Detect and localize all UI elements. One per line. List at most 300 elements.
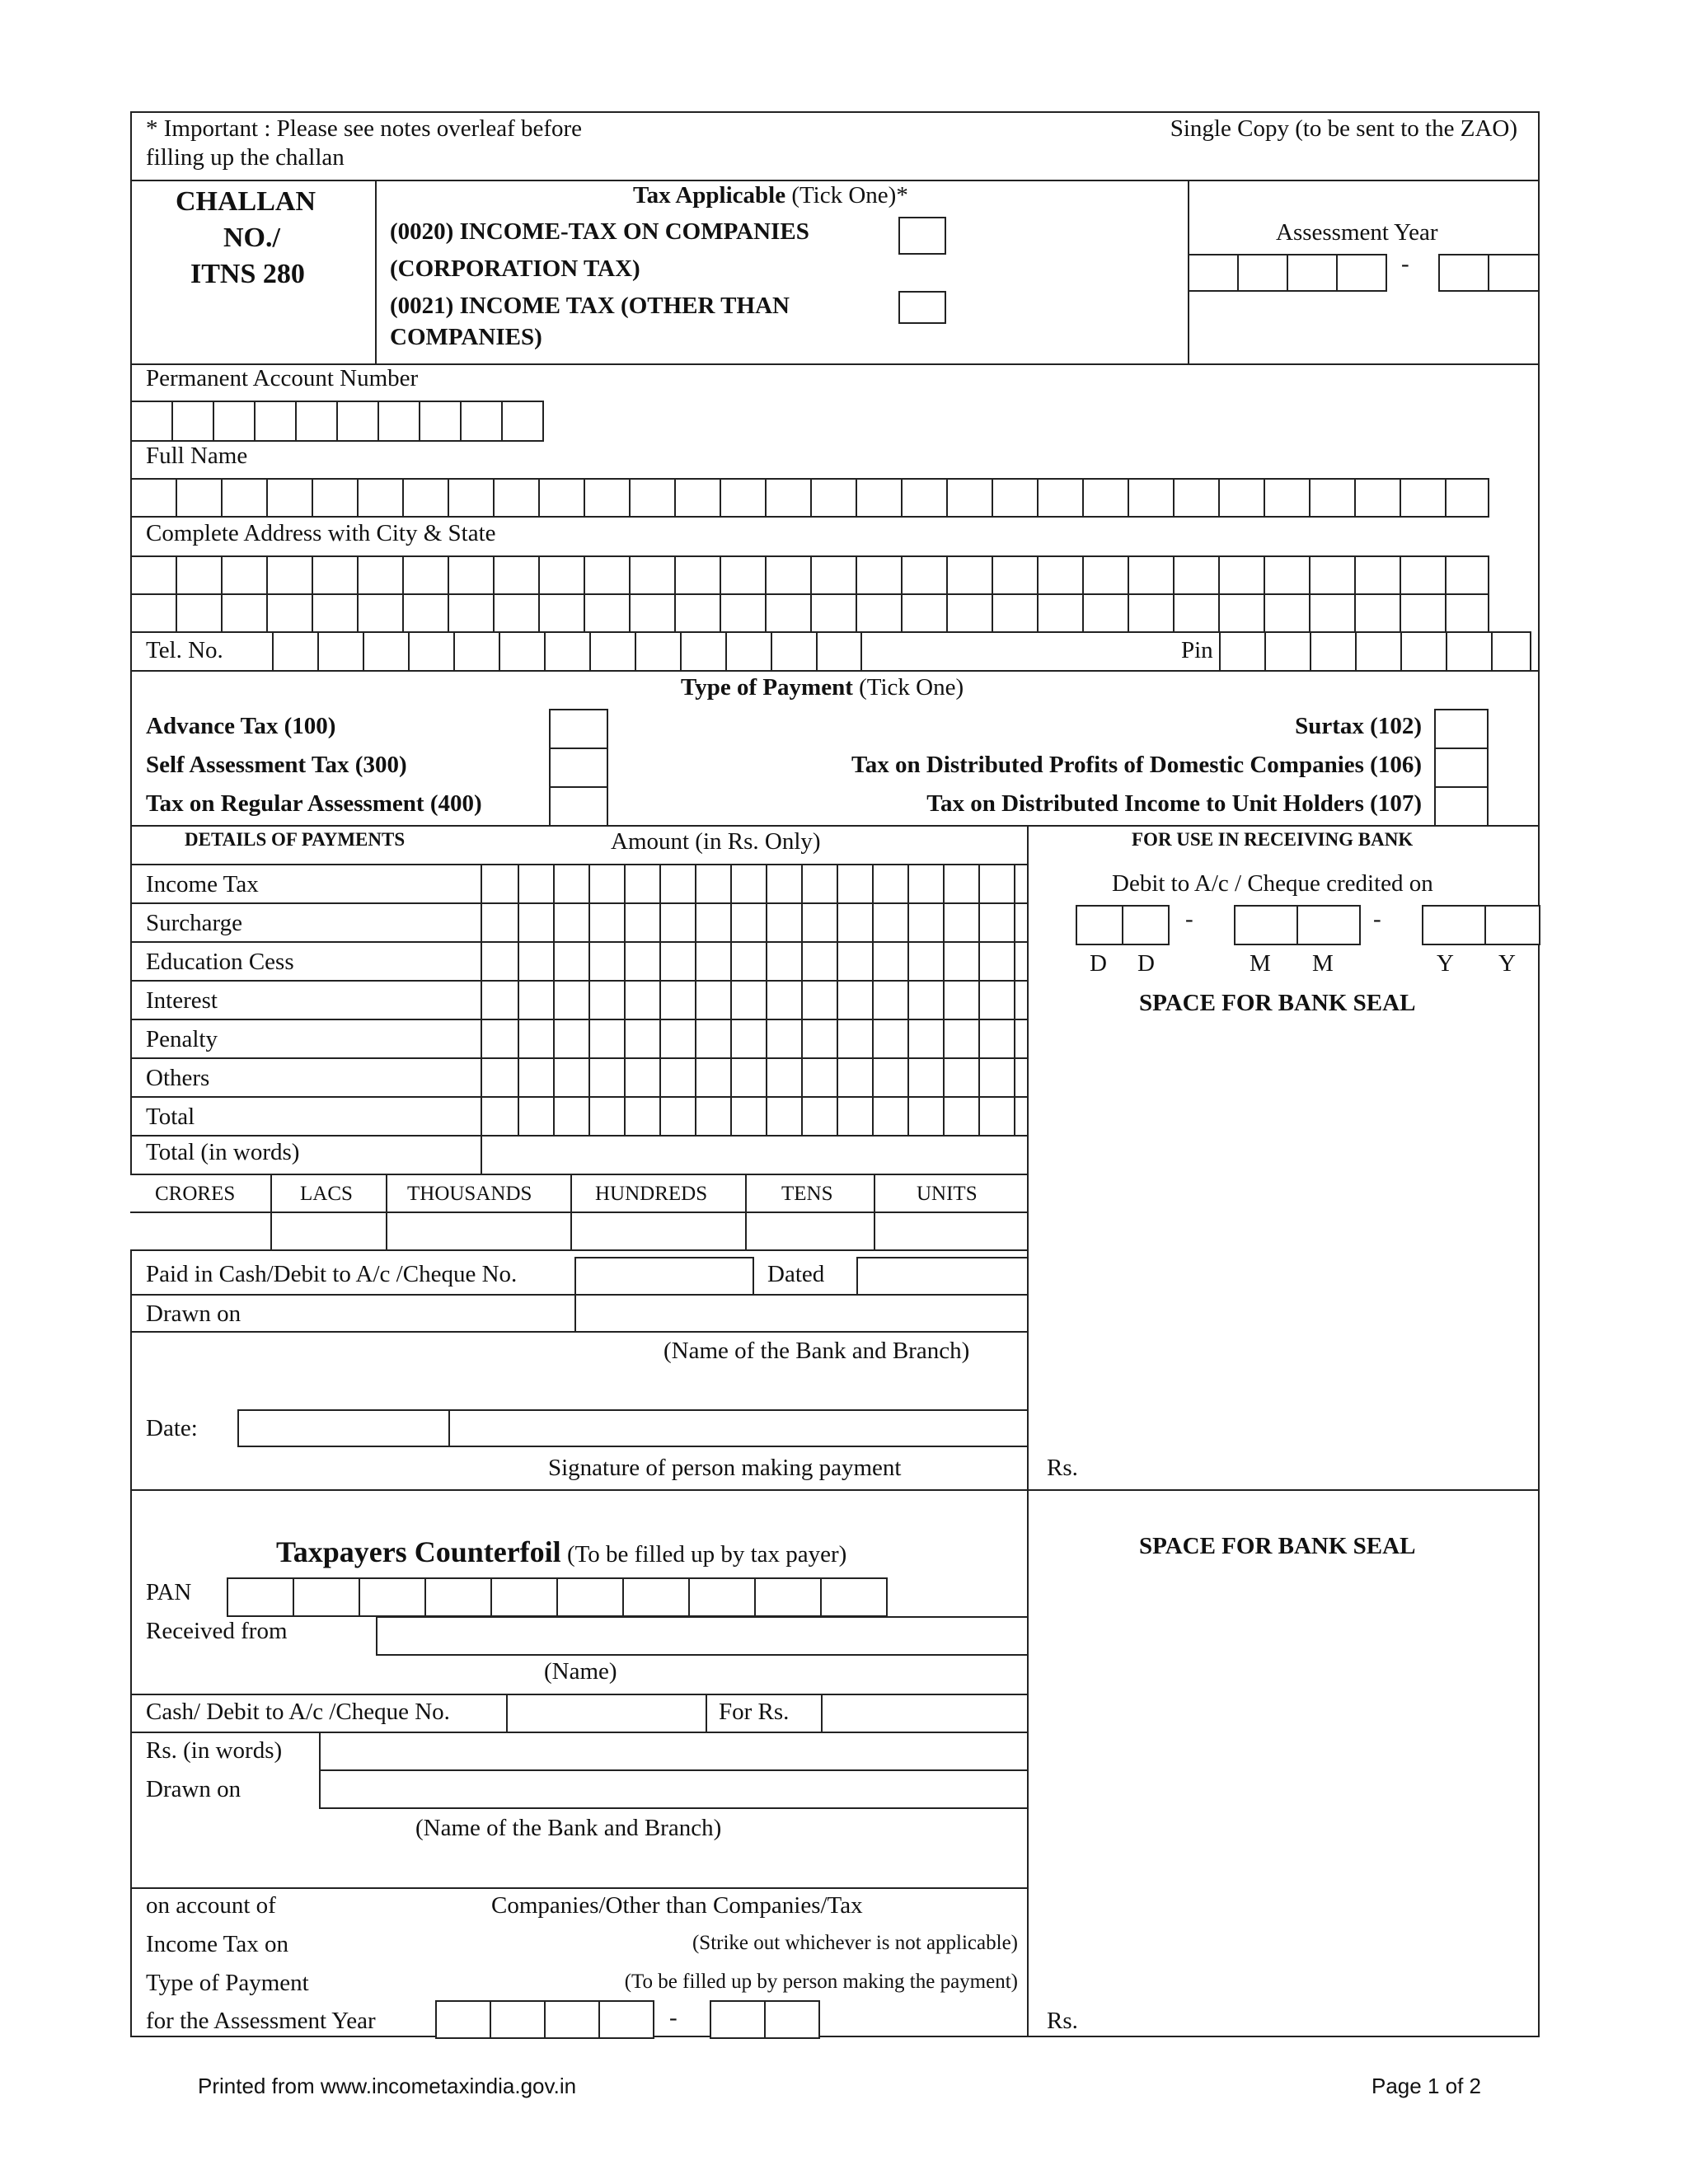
address-box[interactable] (1037, 555, 1084, 595)
distributed-income-checkbox[interactable] (1434, 786, 1489, 827)
amount-digit-box[interactable] (978, 864, 1015, 904)
counterfoil-drawn-on-field[interactable] (319, 1769, 1029, 1809)
amount-digit-box[interactable] (872, 941, 909, 982)
full-name-box[interactable] (1264, 478, 1311, 518)
address-box[interactable] (629, 593, 676, 633)
amount-digit-box[interactable] (588, 1019, 626, 1059)
amount-digit-box[interactable] (695, 1057, 732, 1098)
counterfoil-year-digit[interactable] (598, 2000, 654, 2039)
amount-digit-box[interactable] (730, 864, 767, 904)
full-name-box[interactable] (176, 478, 223, 518)
amount-digit-box[interactable] (695, 941, 732, 982)
address-box[interactable] (176, 555, 223, 595)
payment-row-label: Interest (146, 987, 218, 1014)
address-box[interactable] (357, 593, 404, 633)
amount-digit-box[interactable] (978, 902, 1015, 943)
full-name-box[interactable] (1128, 478, 1175, 518)
assessment-year-digit[interactable] (1488, 254, 1540, 292)
amount-digit-box[interactable] (588, 1096, 626, 1137)
amount-digit-box[interactable] (553, 902, 590, 943)
amount-digit-box[interactable] (837, 980, 874, 1020)
counterfoil-pan-box[interactable] (227, 1577, 294, 1617)
amount-digit-box[interactable] (943, 1057, 980, 1098)
amount-digit-box[interactable] (695, 864, 732, 904)
crores-field[interactable] (130, 1212, 272, 1251)
pin-box[interactable] (1264, 631, 1311, 672)
full-name-box[interactable] (765, 478, 812, 518)
pin-box[interactable] (1446, 631, 1493, 672)
full-name-box[interactable] (357, 478, 404, 518)
pin-box[interactable] (1400, 631, 1447, 672)
pan-box[interactable] (336, 401, 379, 442)
address-box[interactable] (1309, 593, 1356, 633)
pan-box[interactable] (460, 401, 503, 442)
pan-box[interactable] (254, 401, 297, 442)
address-box[interactable] (130, 593, 177, 633)
signature-field[interactable] (448, 1409, 1029, 1447)
amount-digit-box[interactable] (624, 980, 661, 1020)
amount-digit-box[interactable] (978, 1057, 1015, 1098)
denomination-hundreds: HUNDREDS (570, 1174, 747, 1213)
full-name-box[interactable] (856, 478, 903, 518)
address-box[interactable] (1218, 555, 1265, 595)
payment-row-label: Penalty (146, 1026, 218, 1052)
amount-digit-box[interactable] (943, 864, 980, 904)
assessment-year-digit[interactable] (1438, 254, 1489, 292)
amount-digit-box[interactable] (978, 1096, 1015, 1137)
full-name-box[interactable] (266, 478, 313, 518)
pan-box[interactable] (130, 401, 173, 442)
address-box[interactable] (1400, 593, 1447, 633)
bank-date-day-digit[interactable] (1122, 905, 1170, 945)
amount-digit-box[interactable] (553, 864, 590, 904)
amount-digit-box[interactable] (801, 1057, 838, 1098)
amount-digit-box[interactable] (624, 1057, 661, 1098)
dated-label: Dated (767, 1261, 825, 1287)
amount-digit-box[interactable] (730, 980, 767, 1020)
counterfoil-pan-box[interactable] (359, 1577, 426, 1617)
received-from-field[interactable] (376, 1616, 1029, 1656)
full-name-box[interactable] (1445, 478, 1489, 518)
address-box[interactable] (130, 555, 177, 595)
pin-box[interactable] (1310, 631, 1357, 672)
tel-box[interactable] (725, 631, 772, 672)
amount-digit-box[interactable] (872, 864, 909, 904)
tel-box[interactable] (272, 631, 319, 672)
full-name-box[interactable] (448, 478, 495, 518)
pin-box[interactable] (1355, 631, 1402, 672)
counterfoil-pan-box[interactable] (293, 1577, 360, 1617)
amount-digit-box[interactable] (518, 902, 555, 943)
payment-row (130, 902, 1027, 941)
amount-digit-box[interactable] (659, 941, 696, 982)
counterfoil-year-dash: - (669, 2004, 678, 2031)
assessment-year-digit[interactable] (1237, 254, 1288, 292)
address-box[interactable] (493, 593, 540, 633)
drawn-on-label: Drawn on (146, 1301, 241, 1327)
amount-digit-box[interactable] (766, 902, 803, 943)
pan-label: Permanent Account Number (146, 365, 419, 391)
amount-digit-box[interactable] (766, 1019, 803, 1059)
assessment-year-digit[interactable] (1336, 254, 1387, 292)
address-box[interactable] (1264, 555, 1311, 595)
full-name-box[interactable] (402, 478, 449, 518)
address-box[interactable] (538, 555, 585, 595)
address-box[interactable] (448, 555, 495, 595)
counterfoil-pan-box[interactable] (754, 1577, 822, 1617)
amount-digit-box[interactable] (837, 1096, 874, 1137)
amount-digit-box[interactable] (695, 1019, 732, 1059)
amount-digit-box[interactable] (481, 1096, 519, 1137)
amount-digit-box[interactable] (766, 980, 803, 1020)
pan-box[interactable] (171, 401, 214, 442)
hundreds-field[interactable] (570, 1212, 747, 1251)
amount-digit-box[interactable] (553, 1096, 590, 1137)
tens-field[interactable] (745, 1212, 875, 1251)
amount-digit-box[interactable] (518, 1057, 555, 1098)
amount-digit-box[interactable] (481, 980, 519, 1020)
address-box[interactable] (992, 555, 1039, 595)
bank-date-year-digit[interactable] (1422, 905, 1486, 945)
full-name-box[interactable] (1173, 478, 1220, 518)
address-box[interactable] (946, 555, 993, 595)
amount-digit-box[interactable] (978, 980, 1015, 1020)
address-box[interactable] (856, 593, 903, 633)
tel-box[interactable] (816, 631, 862, 672)
address-box[interactable] (357, 555, 404, 595)
amount-digit-box[interactable] (518, 1019, 555, 1059)
address-box[interactable] (1082, 555, 1129, 595)
tel-box[interactable] (544, 631, 591, 672)
rs-in-words-field[interactable] (319, 1732, 1029, 1771)
address-box[interactable] (720, 593, 767, 633)
amount-digit-box[interactable] (872, 1057, 909, 1098)
counterfoil-pan-box[interactable] (424, 1577, 492, 1617)
amount-digit-box[interactable] (624, 902, 661, 943)
amount-digit-box[interactable] (624, 1096, 661, 1137)
address-box[interactable] (1309, 555, 1356, 595)
amount-digit-box[interactable] (659, 980, 696, 1020)
amount-digit-box[interactable] (907, 1019, 945, 1059)
pin-box[interactable] (1219, 631, 1266, 672)
amount-digit-box[interactable] (837, 864, 874, 904)
tel-box[interactable] (771, 631, 818, 672)
address-box[interactable] (538, 593, 585, 633)
amount-digit-box[interactable] (801, 941, 838, 982)
full-name-box[interactable] (538, 478, 585, 518)
amount-digit-box[interactable] (553, 980, 590, 1020)
lacs-field[interactable] (270, 1212, 387, 1251)
amount-digit-box[interactable] (730, 1096, 767, 1137)
amount-digit-box[interactable] (624, 864, 661, 904)
received-from-label: Received from (146, 1618, 288, 1644)
full-name-box[interactable] (674, 478, 721, 518)
pan-box[interactable] (213, 401, 256, 442)
address-box[interactable] (1218, 593, 1265, 633)
amount-digit-box[interactable] (801, 864, 838, 904)
address-box[interactable] (810, 593, 857, 633)
address-box[interactable] (584, 555, 631, 595)
amount-digit-box[interactable] (481, 864, 519, 904)
amount-digit-box[interactable] (907, 941, 945, 982)
tel-box[interactable] (589, 631, 636, 672)
amount-digit-box[interactable] (943, 1096, 980, 1137)
amount-digit-box[interactable] (943, 902, 980, 943)
counterfoil-pan-label: PAN (146, 1579, 192, 1605)
bank-date-year-digit[interactable] (1484, 905, 1540, 945)
address-box[interactable] (901, 555, 948, 595)
address-box[interactable] (1173, 555, 1220, 595)
bank-date-month-digit[interactable] (1296, 905, 1361, 945)
full-name-box[interactable] (1082, 478, 1129, 518)
counterfoil-cheque-field[interactable] (506, 1694, 707, 1733)
bank-date-day-digit[interactable] (1076, 905, 1123, 945)
amount-digit-box[interactable] (481, 902, 519, 943)
amount-digit-box[interactable] (588, 864, 626, 904)
self-assessment-checkbox[interactable] (549, 748, 608, 788)
full-name-box[interactable] (810, 478, 857, 518)
address-box[interactable] (493, 555, 540, 595)
for-rs-field[interactable] (821, 1694, 1029, 1733)
distributed-profits-checkbox[interactable] (1434, 748, 1489, 788)
address-box[interactable] (176, 593, 223, 633)
address-box[interactable] (901, 593, 948, 633)
amount-digit-box[interactable] (730, 902, 767, 943)
address-box[interactable] (765, 593, 812, 633)
amount-digit-box[interactable] (907, 1096, 945, 1137)
units-field[interactable] (874, 1212, 1027, 1251)
address-box[interactable] (629, 555, 676, 595)
amount-digit-box[interactable] (518, 864, 555, 904)
divider (130, 1135, 1027, 1137)
amount-digit-box[interactable] (588, 1057, 626, 1098)
address-box[interactable] (1400, 555, 1447, 595)
address-boxes-line2 (130, 593, 1489, 633)
address-box[interactable] (674, 555, 721, 595)
amount-digit-box[interactable] (588, 941, 626, 982)
amount-digit-box[interactable] (481, 1019, 519, 1059)
address-box[interactable] (992, 593, 1039, 633)
address-box[interactable] (312, 555, 359, 595)
tel-box[interactable] (499, 631, 546, 672)
amount-digit-box[interactable] (518, 980, 555, 1020)
amount-digit-box[interactable] (518, 941, 555, 982)
address-box[interactable] (856, 555, 903, 595)
address-box[interactable] (1264, 593, 1311, 633)
amount-digit-box[interactable] (872, 1019, 909, 1059)
tax-option-0021-checkbox[interactable] (898, 291, 946, 324)
date-letter-m: M (1250, 950, 1271, 977)
cheque-number-field[interactable] (574, 1257, 754, 1296)
pan-box[interactable] (295, 401, 338, 442)
counterfoil-pan-box[interactable] (490, 1577, 558, 1617)
full-name-box[interactable] (221, 478, 268, 518)
amount-digit-box[interactable] (872, 1096, 909, 1137)
amount-digit-box[interactable] (766, 1057, 803, 1098)
full-name-box[interactable] (312, 478, 359, 518)
address-box[interactable] (402, 555, 449, 595)
amount-digit-box[interactable] (659, 1096, 696, 1137)
counterfoil-year-digit[interactable] (435, 2000, 491, 2039)
amount-digit-box[interactable] (978, 1019, 1015, 1059)
amount-digit-box[interactable] (481, 1057, 519, 1098)
amount-digit-box[interactable] (766, 1096, 803, 1137)
full-name-box[interactable] (1354, 478, 1401, 518)
address-box[interactable] (448, 593, 495, 633)
amount-digit-box[interactable] (801, 902, 838, 943)
dated-field[interactable] (856, 1257, 1029, 1296)
address-box[interactable] (720, 555, 767, 595)
tel-box[interactable] (680, 631, 727, 672)
date-letter-y: Y (1437, 950, 1454, 977)
amount-digit-box[interactable] (518, 1096, 555, 1137)
address-box[interactable] (1173, 593, 1220, 633)
tel-box[interactable] (363, 631, 410, 672)
amount-digit-box[interactable] (695, 980, 732, 1020)
bank-date-month-digit[interactable] (1234, 905, 1298, 945)
counterfoil-year-digit[interactable] (490, 2000, 546, 2039)
counterfoil-year-digit[interactable] (764, 2000, 820, 2039)
address-box[interactable] (1354, 555, 1401, 595)
amount-digit-box[interactable] (659, 1019, 696, 1059)
address-box[interactable] (1128, 593, 1175, 633)
amount-digit-box[interactable] (907, 980, 945, 1020)
full-name-box[interactable] (1400, 478, 1447, 518)
counterfoil-year-digit[interactable] (710, 2000, 766, 2039)
amount-digit-box[interactable] (553, 1057, 590, 1098)
address-box[interactable] (1037, 593, 1084, 633)
counterfoil-pan-box[interactable] (688, 1577, 756, 1617)
pin-box[interactable] (1491, 631, 1531, 672)
address-box[interactable] (765, 555, 812, 595)
amount-digit-box[interactable] (553, 1019, 590, 1059)
pan-box[interactable] (501, 401, 544, 442)
assessment-year-dash: - (1401, 251, 1409, 277)
printed-from: Printed from www.incometaxindia.gov.in (198, 2074, 577, 2098)
amount-digit-box[interactable] (481, 941, 519, 982)
address-box[interactable] (674, 593, 721, 633)
amount-digit-box[interactable] (837, 941, 874, 982)
assessment-year-digit[interactable] (1188, 254, 1239, 292)
amount-digit-box[interactable] (659, 1057, 696, 1098)
amount-digit-box[interactable] (837, 1057, 874, 1098)
amount-digit-box[interactable] (695, 902, 732, 943)
pan-box[interactable] (419, 401, 462, 442)
payment-type-distributed-profits: Tax on Distributed Profits of Domestic Companies (106) (851, 752, 1422, 778)
amount-digit-box[interactable] (872, 902, 909, 943)
amount-digit-box[interactable] (624, 1019, 661, 1059)
address-box[interactable] (266, 593, 313, 633)
amount-digit-box[interactable] (907, 902, 945, 943)
surtax-checkbox[interactable] (1434, 709, 1489, 749)
address-box[interactable] (1445, 593, 1489, 633)
amount-digit-box[interactable] (730, 941, 767, 982)
full-name-box[interactable] (1218, 478, 1265, 518)
amount-digit-box[interactable] (659, 902, 696, 943)
address-box[interactable] (312, 593, 359, 633)
amount-digit-box[interactable] (659, 864, 696, 904)
amount-digit-box[interactable] (588, 902, 626, 943)
paid-cash-cheque-label: Paid in Cash/Debit to A/c /Cheque No. (146, 1261, 518, 1287)
date-field[interactable] (237, 1409, 450, 1447)
counterfoil-pan-box[interactable] (820, 1577, 888, 1617)
full-name-box[interactable] (992, 478, 1039, 518)
pan-box[interactable] (377, 401, 420, 442)
amount-digit-box[interactable] (553, 941, 590, 982)
address-box[interactable] (946, 593, 993, 633)
amount-digit-box[interactable] (837, 1019, 874, 1059)
full-name-box[interactable] (1309, 478, 1356, 518)
amount-digit-box[interactable] (730, 1019, 767, 1059)
tel-box[interactable] (317, 631, 364, 672)
address-box[interactable] (221, 593, 268, 633)
amount-digit-box[interactable] (978, 941, 1015, 982)
amount-digit-box[interactable] (907, 864, 945, 904)
amount-digit-box[interactable] (801, 1096, 838, 1137)
tax-option-0020-checkbox[interactable] (898, 217, 946, 255)
address-box[interactable] (810, 555, 857, 595)
address-box[interactable] (221, 555, 268, 595)
full-name-box[interactable] (493, 478, 540, 518)
assessment-year-digit[interactable] (1287, 254, 1338, 292)
amount-digit-box[interactable] (624, 941, 661, 982)
amount-digit-box[interactable] (766, 941, 803, 982)
date-letter-d: D (1137, 950, 1155, 977)
counterfoil-pan-box[interactable] (622, 1577, 690, 1617)
amount-digit-box[interactable] (943, 1019, 980, 1059)
full-name-box[interactable] (584, 478, 631, 518)
amount-digit-box[interactable] (730, 1057, 767, 1098)
divider (130, 670, 1540, 672)
address-box[interactable] (1128, 555, 1175, 595)
tax-applicable-title: Tax Applicable (Tick One)* (633, 182, 908, 209)
address-box[interactable] (1082, 593, 1129, 633)
advance-tax-checkbox[interactable] (549, 709, 608, 749)
full-name-box[interactable] (130, 478, 177, 518)
tel-box[interactable] (453, 631, 500, 672)
amount-digit-box[interactable] (801, 1019, 838, 1059)
amount-digit-box[interactable] (943, 980, 980, 1020)
full-name-box[interactable] (946, 478, 993, 518)
amount-digit-box[interactable] (766, 864, 803, 904)
amount-digit-box[interactable] (695, 1096, 732, 1137)
amount-digit-box[interactable] (837, 902, 874, 943)
address-box[interactable] (584, 593, 631, 633)
full-name-box[interactable] (720, 478, 767, 518)
address-box[interactable] (1445, 555, 1489, 595)
denomination-lacs: LACS (270, 1174, 387, 1213)
full-name-box[interactable] (901, 478, 948, 518)
amount-digit-box[interactable] (872, 980, 909, 1020)
thousands-field[interactable] (386, 1212, 572, 1251)
bank-date-day-boxes (1076, 905, 1170, 945)
address-box[interactable] (266, 555, 313, 595)
address-box[interactable] (402, 593, 449, 633)
amount-digit-box[interactable] (907, 1057, 945, 1098)
counterfoil-year-digit[interactable] (544, 2000, 600, 2039)
counterfoil-pan-box[interactable] (556, 1577, 624, 1617)
amount-digit-box[interactable] (588, 980, 626, 1020)
full-name-box[interactable] (629, 478, 676, 518)
amount-digit-box[interactable] (943, 941, 980, 982)
tel-box[interactable] (408, 631, 455, 672)
full-name-box[interactable] (1037, 478, 1084, 518)
address-box[interactable] (1354, 593, 1401, 633)
regular-assessment-checkbox[interactable] (549, 786, 608, 827)
amount-digit-box[interactable] (801, 980, 838, 1020)
tel-box[interactable] (635, 631, 682, 672)
drawn-on-field[interactable] (574, 1294, 1029, 1333)
